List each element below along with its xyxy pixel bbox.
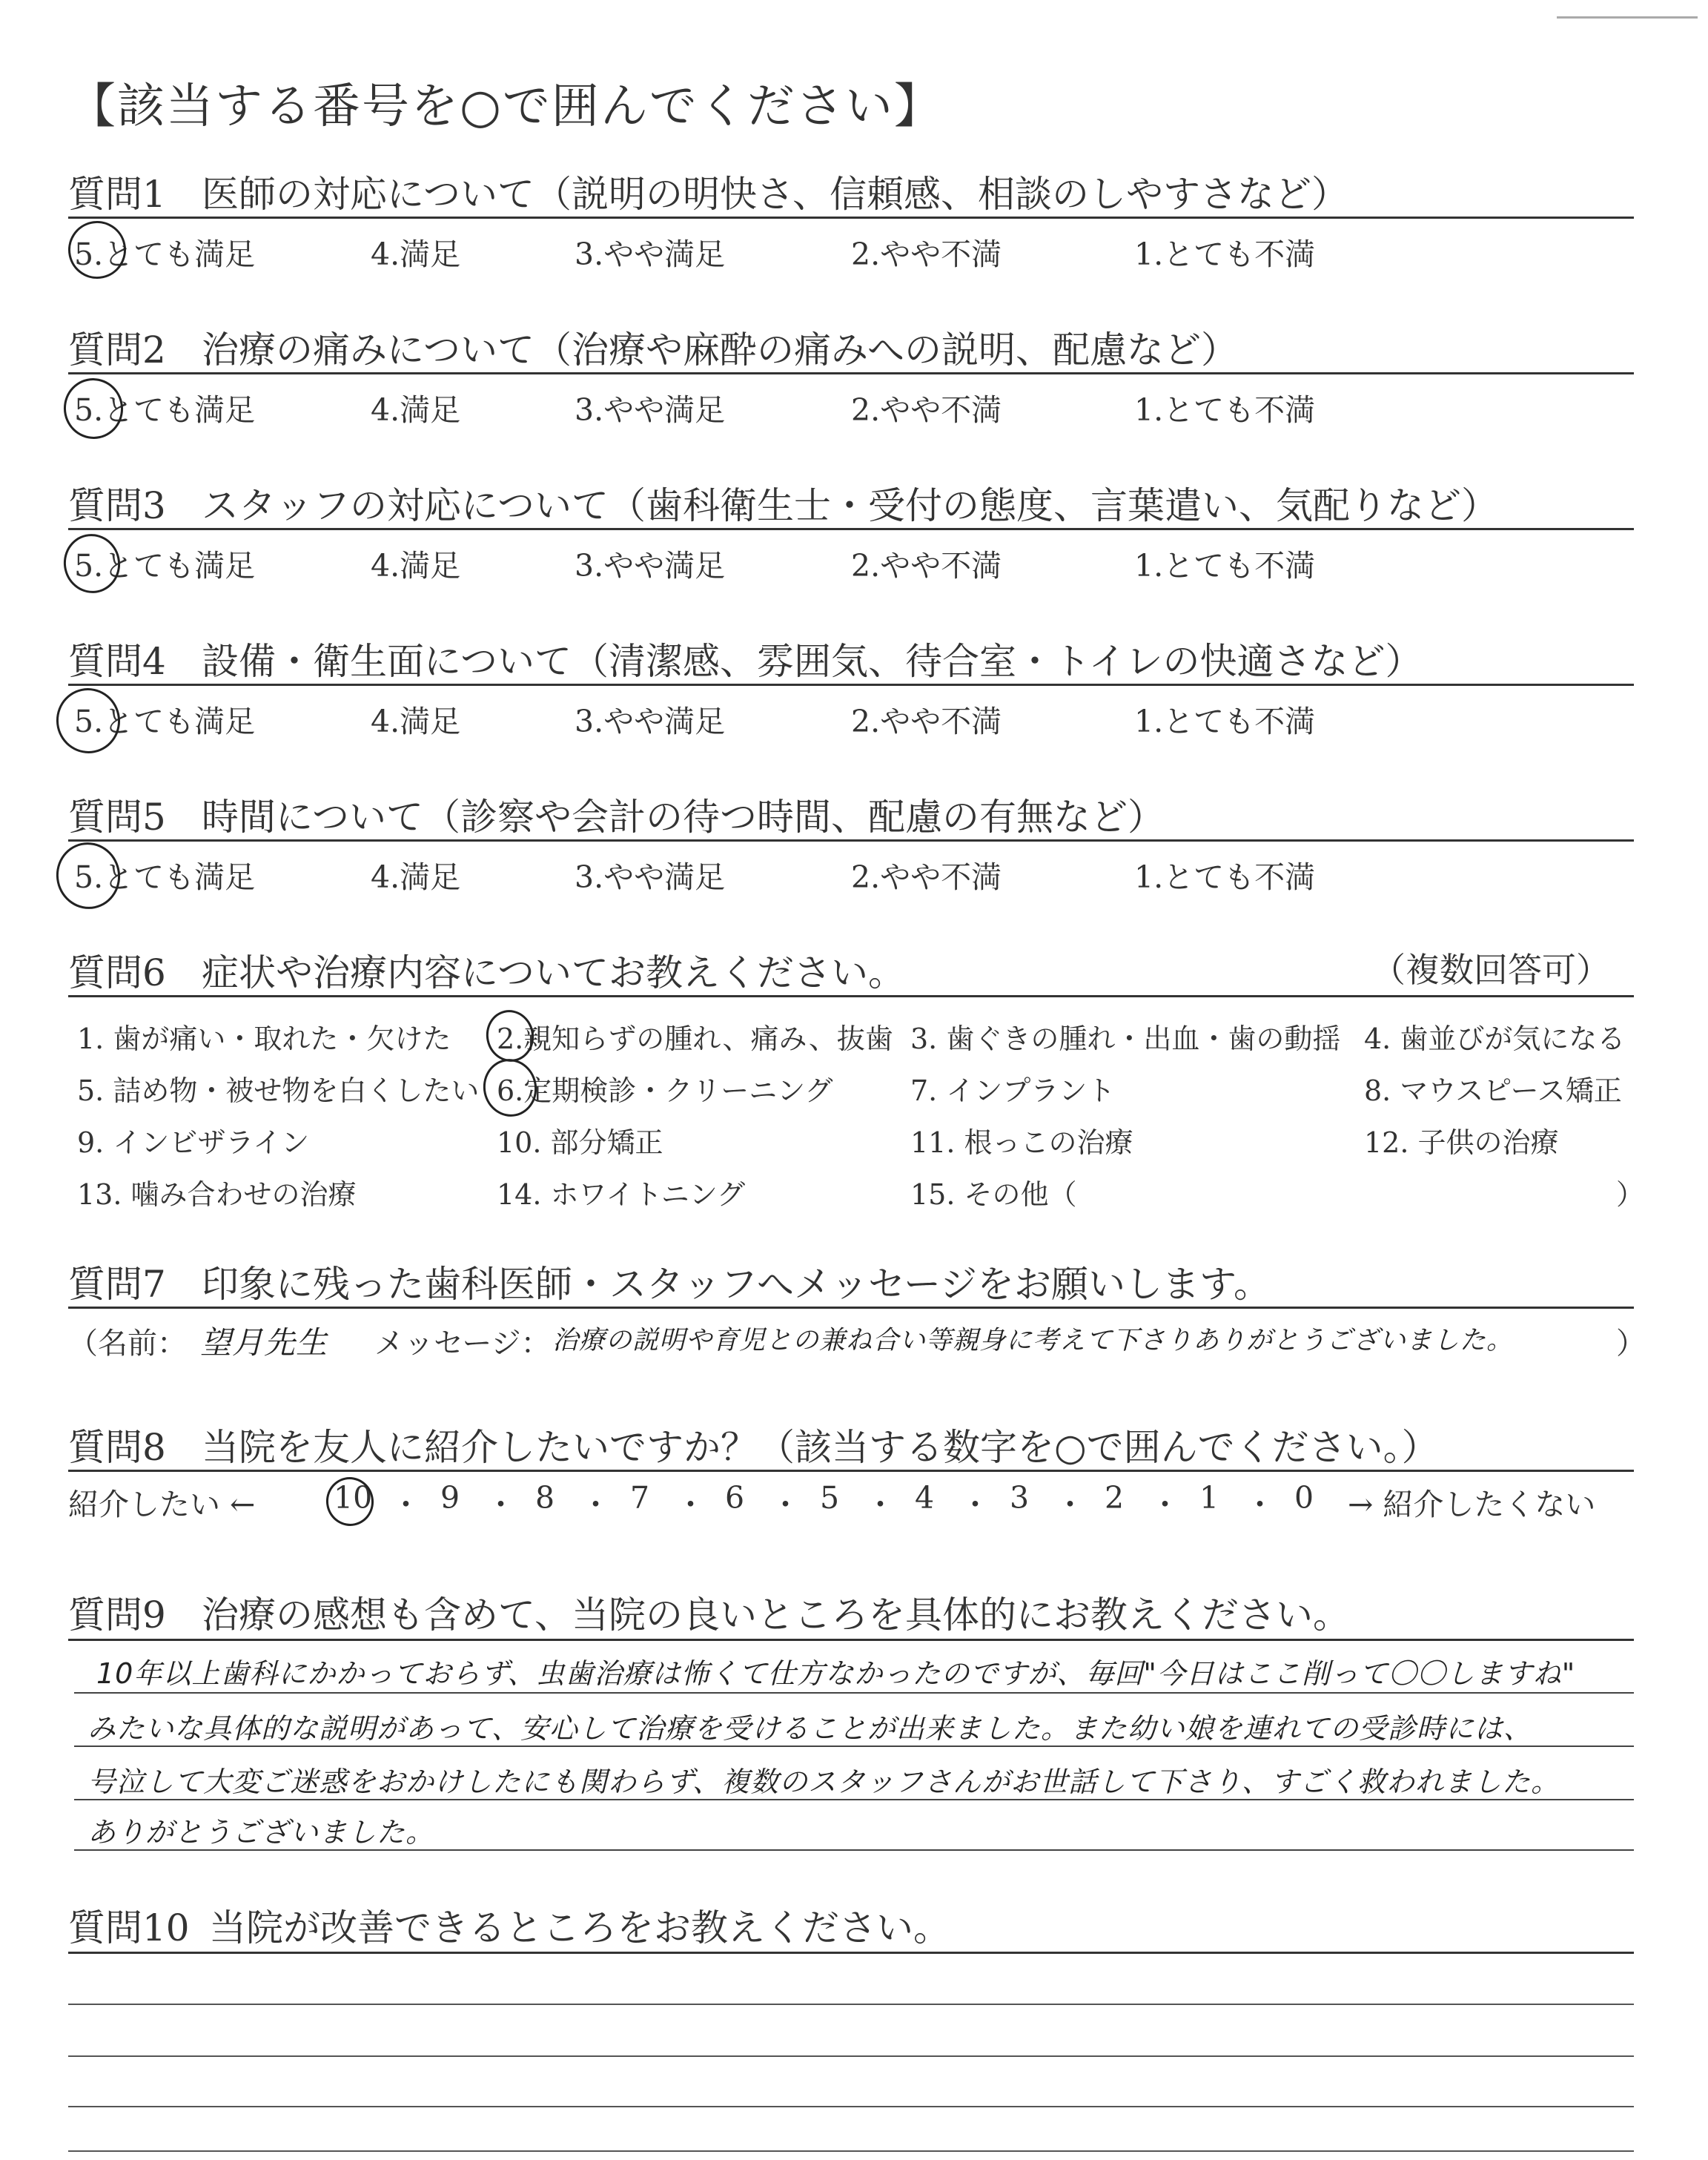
q7-message-value[interactable]: 治療の説明や育児との兼ね合い等親身に考えて下さりありがとうございました。	[552, 1326, 1514, 1355]
q2-selection-circle	[58, 373, 128, 445]
q10-writing-line-2[interactable]	[68, 2055, 1634, 2057]
q4-option-5[interactable]: 5.とても満足	[74, 704, 256, 739]
q8-right-label: → 紹介したくない	[1348, 1487, 1596, 1522]
q6-item-11[interactable]: 11. 根っこの治療	[910, 1126, 1133, 1159]
question-6-label: 質問6	[68, 951, 166, 994]
q4-option-2[interactable]: 2.やや不満	[851, 704, 1002, 739]
q3-option-4[interactable]: 4.満足	[371, 548, 461, 584]
q8-scale-dot: ・	[960, 1487, 990, 1522]
q3-option-2[interactable]: 2.やや不満	[851, 548, 1002, 584]
question-2-rule	[68, 372, 1634, 374]
q10-writing-line-4[interactable]	[68, 2150, 1634, 2152]
question-7-text: 印象に残った歯科医師・スタッフへメッセージをお願いします。	[202, 1263, 1271, 1306]
q8-scale-dot: ・	[580, 1487, 611, 1522]
q2-option-1[interactable]: 1.とても不満	[1134, 392, 1316, 428]
q8-left-label: 紹介したい ←	[68, 1487, 256, 1522]
q4-option-3[interactable]: 3.やや満足	[575, 704, 726, 739]
q6-item-3[interactable]: 3. 歯ぐきの腫れ・出血・歯の動揺	[910, 1023, 1341, 1055]
question-8-label: 質問8	[68, 1426, 166, 1469]
q7-message-label: メッセージ：	[374, 1327, 551, 1361]
question-9-text: 治療の感想も含めて、当院の良いところを具体的にお教えください。	[202, 1593, 1350, 1636]
q6-item-8[interactable]: 8. マウスピース矯正	[1364, 1074, 1622, 1107]
question-10-title	[68, 1898, 950, 1952]
q8-scale-6[interactable]: 6	[725, 1480, 745, 1516]
q8-scale-5[interactable]: 5	[820, 1480, 840, 1516]
question-2-text: 治療の痛みについて（治療や麻酔の痛みへの説明、配慮など）	[202, 328, 1238, 371]
q10-writing-line-3[interactable]	[68, 2106, 1634, 2107]
question-8-rule	[68, 1470, 1634, 1472]
question-9-rule	[68, 1639, 1634, 1641]
question-10-rule	[68, 1952, 1634, 1954]
question-1-rule	[68, 217, 1634, 219]
q6-item-12[interactable]: 12. 子供の治療	[1364, 1126, 1559, 1159]
q8-scale-10[interactable]: 10	[334, 1480, 373, 1516]
q9-answer-line-3[interactable]: 号泣して大変ご迷惑をおかけしたにも関わらず、複数のスタッフさんがお世話して下さり、すごく救われました。	[87, 1766, 1560, 1798]
q6-item-1[interactable]: 1. 歯が痛い・取れた・欠けた	[77, 1023, 451, 1055]
q8-scale-7[interactable]: 7	[630, 1480, 650, 1516]
question-3-rule	[68, 528, 1634, 530]
question-5-title	[68, 787, 1165, 841]
q9-answer-line-1[interactable]: 10年以上歯科にかかっておらず、虫歯治療は怖くて仕方なかったのですが、毎回"今日はここ削って〇〇しますね"	[96, 1657, 1576, 1690]
q2-option-4[interactable]: 4.満足	[371, 392, 461, 428]
q1-selection-circle	[63, 216, 132, 285]
q6-item-6[interactable]: 6.定期検診・クリーニング	[497, 1074, 833, 1107]
q6-item-13[interactable]: 13. 噛み合わせの治療	[77, 1178, 357, 1211]
q7-close: ）	[1616, 1327, 1646, 1361]
q6-item-5[interactable]: 5. 詰め物・被せ物を白くしたい	[77, 1074, 480, 1107]
q3-option-1[interactable]: 1.とても不満	[1134, 548, 1316, 584]
q6-item-7[interactable]: 7. インプラント	[910, 1074, 1116, 1107]
q1-option-5[interactable]: 5.とても満足	[74, 237, 256, 272]
q5-option-1[interactable]: 1.とても不満	[1134, 859, 1316, 895]
q8-scale-4[interactable]: 4	[915, 1480, 935, 1516]
page-title: 【該当する番号を○で囲んでください】	[68, 79, 943, 134]
q9-writing-line-4	[74, 1849, 1634, 1851]
question-4-rule	[68, 684, 1634, 686]
q6-item-6-selection-circle	[478, 1054, 543, 1121]
q7-name-value[interactable]: 望月先生	[200, 1324, 328, 1361]
question-3-label: 質問3	[68, 484, 166, 527]
q8-scale-2[interactable]: 2	[1105, 1480, 1125, 1516]
question-4-text: 設備・衛生面について（清潔感、雰囲気、待合室・トイレの快適さなど）	[202, 640, 1423, 683]
q8-scale-dot: ・	[1150, 1487, 1180, 1522]
q3-option-3[interactable]: 3.やや満足	[575, 548, 726, 584]
q8-scale-9[interactable]: 9	[440, 1480, 460, 1516]
q9-writing-line-3	[74, 1799, 1634, 1800]
q1-option-2[interactable]: 2.やや不満	[851, 237, 1002, 272]
q2-option-3[interactable]: 3.やや満足	[575, 392, 726, 428]
q7-name-label: （名前：	[68, 1327, 187, 1361]
q8-scale-dot: ・	[865, 1487, 896, 1522]
question-10-text: 当院が改善できるところをお教えください。	[209, 1906, 950, 1949]
q2-option-2[interactable]: 2.やや不満	[851, 392, 1002, 428]
question-1-label: 質問1	[68, 173, 166, 216]
scan-edge-line	[1557, 16, 1698, 19]
question-8-text: 当院を友人に紹介したいですか？（該当する数字を○で囲んでください。）	[202, 1426, 1439, 1469]
q9-writing-line-2	[74, 1745, 1634, 1747]
q8-scale-dot: ・	[391, 1487, 421, 1522]
q6-item-2-selection-circle	[481, 1005, 538, 1066]
q9-writing-line-1	[74, 1692, 1634, 1694]
q1-option-4[interactable]: 4.満足	[371, 237, 461, 272]
q2-option-5[interactable]: 5.とても満足	[74, 392, 256, 428]
q6-item-2[interactable]: 2.親知らずの腫れ、痛み、抜歯	[497, 1023, 893, 1055]
question-1-text: 医師の対応について（説明の明快さ、信頼感、相談のしやすさなど）	[202, 173, 1348, 216]
question-5-rule	[68, 839, 1634, 842]
q5-selection-circle	[50, 836, 127, 915]
q10-writing-line-1[interactable]	[68, 2004, 1634, 2005]
question-6-rule	[68, 995, 1634, 997]
question-6-title	[68, 943, 905, 997]
q3-option-5[interactable]: 5.とても満足	[74, 548, 256, 584]
q9-answer-line-2[interactable]: みたいな具体的な説明があって、安心して治療を受けることが出来ました。また幼い娘を連れての受診時には、	[87, 1712, 1532, 1745]
question-2-title	[68, 320, 1238, 374]
question-5-label: 質問5	[68, 796, 166, 839]
question-6-note: （複数回答可）	[1371, 950, 1610, 990]
question-3-text: スタッフの対応について（歯科衛生士・受付の態度、言葉遣い、気配りなど）	[202, 484, 1498, 527]
q1-option-3[interactable]: 3.やや満足	[575, 237, 726, 272]
question-9-label: 質問9	[68, 1593, 166, 1636]
question-4-label: 質問4	[68, 640, 166, 683]
q8-scale-3[interactable]: 3	[1010, 1480, 1030, 1516]
q4-selection-circle	[50, 682, 126, 759]
question-2-label: 質問2	[68, 328, 166, 371]
q8-scale-dot: ・	[770, 1487, 801, 1522]
question-4-title	[68, 632, 1423, 685]
q8-scale-0[interactable]: 0	[1294, 1480, 1314, 1516]
question-7-label: 質問7	[68, 1263, 166, 1306]
q6-item-15-close: ）	[1616, 1178, 1645, 1211]
q4-option-1[interactable]: 1.とても不満	[1134, 704, 1316, 739]
q8-scale-dot: ・	[1055, 1487, 1085, 1522]
q6-item-4[interactable]: 4. 歯並びが気になる	[1364, 1023, 1626, 1055]
q6-item-9[interactable]: 9. インビザライン	[77, 1126, 310, 1159]
question-3-title	[68, 476, 1498, 529]
q8-scale-8[interactable]: 8	[535, 1480, 555, 1516]
question-7-rule	[68, 1307, 1634, 1309]
question-6-text: 症状や治療内容についてお教えください。	[202, 951, 905, 994]
q5-option-5[interactable]: 5.とても満足	[74, 859, 256, 895]
question-9-title	[68, 1585, 1350, 1639]
question-7-title	[68, 1255, 1271, 1308]
q6-item-10[interactable]: 10. 部分矯正	[497, 1126, 663, 1159]
q6-item-14[interactable]: 14. ホワイトニング	[497, 1178, 746, 1211]
q3-selection-circle	[59, 529, 126, 598]
question-10-label: 質問10	[68, 1906, 190, 1949]
q5-option-2[interactable]: 2.やや不満	[851, 859, 1002, 895]
question-1-title	[68, 165, 1348, 218]
q9-answer-line-4[interactable]: ありがとうございました。	[87, 1816, 435, 1849]
question-8-title	[68, 1418, 1439, 1471]
q4-option-4[interactable]: 4.満足	[371, 704, 461, 739]
q8-scale-dot: ・	[675, 1487, 706, 1522]
q8-scale-dot: ・	[1245, 1487, 1275, 1522]
q5-option-3[interactable]: 3.やや満足	[575, 859, 726, 895]
q8-scale-dot: ・	[486, 1487, 516, 1522]
q6-item-15[interactable]: 15. その他（	[910, 1178, 1077, 1211]
q8-scale-1[interactable]: 1	[1199, 1480, 1219, 1516]
q1-option-1[interactable]: 1.とても不満	[1134, 237, 1316, 272]
question-5-text: 時間について（診察や会計の待つ時間、配慮の有無など）	[202, 796, 1165, 839]
q5-option-4[interactable]: 4.満足	[371, 859, 461, 895]
